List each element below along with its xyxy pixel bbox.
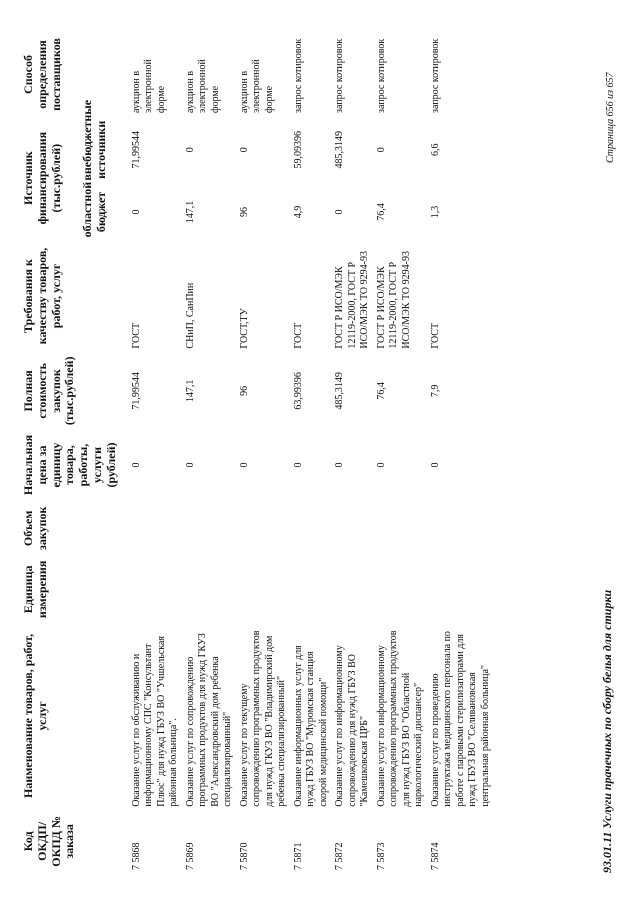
cell-requirements: ГОСТ — [130, 322, 142, 349]
header-financing: Источник финансирования (тыс.рублей) — [21, 131, 63, 225]
cell-code: 7 5872 — [334, 842, 346, 870]
cell-financing-regional: 0 — [130, 209, 142, 215]
procurement-table — [20, 33, 494, 873]
cell-financing-extra: 71,99544 — [130, 131, 142, 169]
cell-unit — [332, 557, 374, 622]
cell-financing-extra: 6,6 — [429, 143, 441, 157]
table-row — [129, 33, 183, 873]
cell-full-cost: 96 — [238, 385, 250, 396]
cell-financing-regional: 96 — [238, 206, 250, 217]
cell-requirements: СНиП, СанПин — [184, 282, 196, 349]
cell-name: Оказание услуг по сопровождению программных продуктов для нужд ГКУЗ ВО "Александровский дом ребенка специализированный" — [184, 633, 234, 807]
cell-requirements: ГОСТ Р ИСО/МЭК 12119-2000, ГОСТ Р ИСО/МЭК ТО 9294-93 — [334, 251, 371, 349]
cell-requirements: ГОСТ — [429, 322, 441, 349]
cell-method: аукцион в электронной форме — [238, 59, 275, 113]
cell-volume — [374, 500, 428, 557]
cell-name: Оказание услуг по информационному сопровождению программных продуктов для нужд ГБУЗ ВО "Областной наркологический диспансер" — [375, 630, 425, 807]
cell-method: аукцион в электронной форме — [184, 59, 221, 113]
section-title: 93.01.11 Услуги прачечных по сбору белья для стирки — [600, 589, 614, 873]
cell-financing-regional: 76,4 — [375, 203, 387, 221]
cell-code: 7 5870 — [238, 842, 250, 870]
header-initial-price: Начальная цена за единицу товара, работы, услуги (рублей) — [21, 434, 118, 496]
table-row — [374, 33, 428, 873]
cell-full-cost: 71,99544 — [130, 372, 142, 410]
cell-method: аукцион в электронной форме — [130, 59, 167, 113]
table-body — [121, 33, 495, 873]
header-full-cost: Полная стоимость закупок (тыс.рублей) — [21, 356, 77, 426]
table-row — [237, 33, 291, 873]
cell-name: Оказание услуг по проведению инструктажа медицинского персонала по работе с паровыми стерилизаторами для нужд ГБУЗ ВО "Селивановская центральная районная больница" — [429, 631, 491, 807]
cell-financing-extra: 0 — [184, 147, 196, 153]
cell-code: 7 5874 — [429, 842, 441, 870]
cell-code: 7 5871 — [292, 842, 304, 870]
cell-unit — [291, 557, 333, 622]
table-row — [183, 33, 237, 873]
cell-financing-extra: 485,3149 — [334, 131, 346, 169]
cell-financing-regional: 0 — [334, 209, 346, 215]
cell-initial-price: 0 — [238, 462, 250, 468]
header-financing-extra: внебюджетные источники — [80, 99, 109, 181]
header-code: Код ОКДП/ ОКПД № заказа — [21, 816, 77, 867]
table-row — [291, 33, 333, 873]
cell-volume — [129, 500, 183, 557]
cell-full-cost: 147,1 — [184, 379, 196, 403]
cell-name: Оказание услуг по информационному сопровождению для нужд ГБУЗ ВО "Камешковская ЦРБ" — [334, 645, 371, 807]
cell-method: запрос котировок — [292, 38, 304, 113]
cell-method: запрос котировок — [429, 38, 441, 113]
cell-full-cost: 485,3149 — [334, 372, 346, 410]
cell-initial-price: 0 — [184, 462, 196, 468]
cell-method: запрос котировок — [375, 38, 387, 113]
header-method: Способ определения поставщиков — [21, 38, 63, 111]
cell-initial-price: 0 — [292, 462, 304, 468]
cell-unit — [428, 557, 495, 622]
cell-full-cost: 7,9 — [429, 384, 441, 398]
cell-volume — [237, 500, 291, 557]
header-financing-regional: областной бюджет — [80, 181, 109, 238]
cell-initial-price: 0 — [375, 462, 387, 468]
cell-full-cost: 63,99396 — [292, 372, 304, 410]
cell-volume — [428, 500, 495, 557]
table-header — [20, 33, 121, 873]
cell-unit — [183, 557, 237, 622]
cell-initial-price: 0 — [334, 462, 346, 468]
header-unit: Единица измерения — [21, 560, 49, 619]
cell-name: Оказание информационных услуг для нужд ГБУЗ ВО "Муромская станция скорой медицинской помощи" — [292, 645, 329, 807]
cell-method: запрос котировок — [334, 38, 346, 113]
cell-requirements: ГОСТ,ТУ — [238, 308, 250, 349]
cell-unit — [237, 557, 291, 622]
cell-financing-extra: 0 — [375, 147, 387, 153]
cell-code: 7 5868 — [130, 842, 142, 870]
table-row — [428, 33, 495, 873]
cell-volume — [291, 500, 333, 557]
table-row — [332, 33, 374, 873]
cell-financing-regional: 1,3 — [429, 205, 441, 219]
cell-code: 7 5869 — [184, 842, 196, 870]
cell-initial-price: 0 — [130, 462, 142, 468]
cell-initial-price: 0 — [429, 462, 441, 468]
cell-volume — [183, 500, 237, 557]
cell-requirements: ГОСТ — [292, 322, 304, 349]
cell-code: 7 5873 — [375, 842, 387, 870]
cell-financing-extra: 0 — [238, 147, 250, 153]
cell-volume — [332, 500, 374, 557]
cell-unit — [374, 557, 428, 622]
page-footer: Страница 656 из 657 — [605, 72, 616, 163]
cell-financing-extra: 59,09396 — [292, 131, 304, 169]
header-requirements: Требования к качеству товаров, работ, услуг — [21, 247, 63, 345]
cell-full-cost: 76,4 — [375, 382, 387, 400]
cell-financing-regional: 4,9 — [292, 205, 304, 219]
cell-name: Оказание услуг по обслуживанию и информационному СПС "Консультант Плюс" для нужд ГБУЗ ВО "Учшельская районная больница". — [130, 636, 180, 807]
header-volume: Объем закупок — [21, 506, 49, 550]
cell-financing-regional: 147,1 — [184, 200, 196, 224]
header-name: Наименование товаров, работ, услуг — [21, 633, 49, 798]
cell-requirements: ГОСТ Р ИСО/МЭК 12119-2000, ГОСТ Р ИСО/МЭК ТО 9294-93 — [375, 251, 412, 349]
cell-unit — [129, 557, 183, 622]
cell-name: Оказание услуг по текущему сопровождению программных продуктов для нужд ГКУЗ ВО "Владимирский дом ребенка специализированный" — [238, 630, 288, 807]
